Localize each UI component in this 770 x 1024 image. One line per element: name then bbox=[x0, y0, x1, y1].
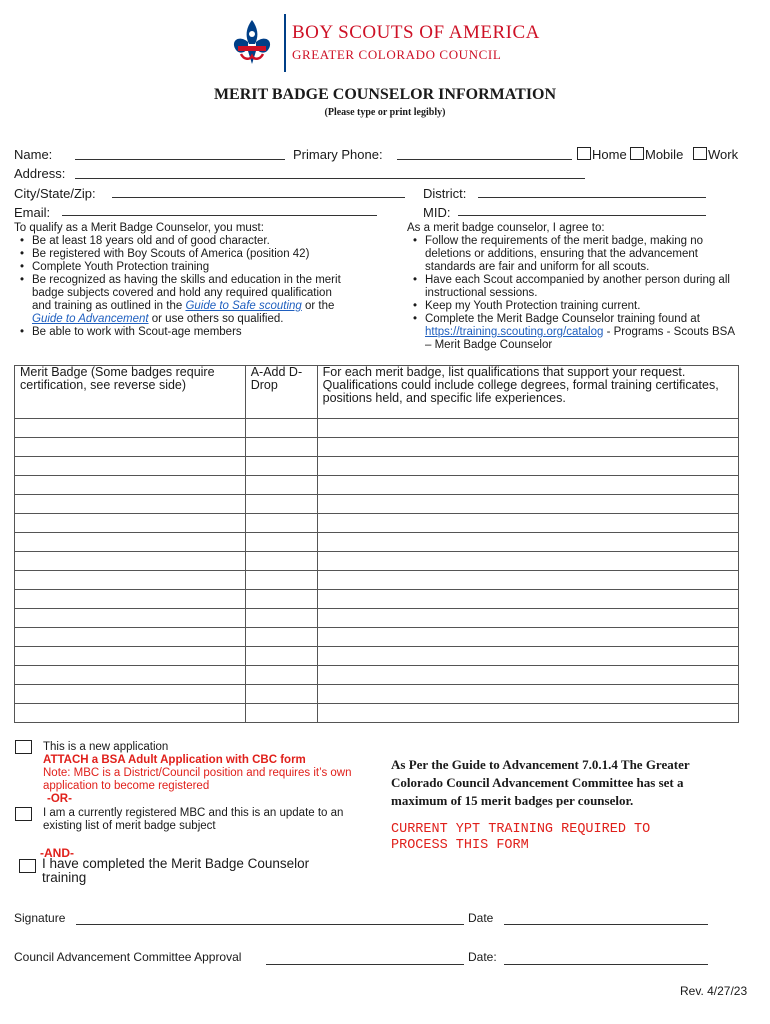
qualifications-cell[interactable] bbox=[317, 590, 738, 609]
qualify-intro: To qualify as a Merit Badge Counselor, you must: bbox=[14, 222, 264, 234]
update-application-checkbox[interactable] bbox=[15, 807, 32, 821]
table-row[interactable] bbox=[15, 533, 739, 552]
table-row[interactable] bbox=[15, 438, 739, 457]
max-badges-notice: As Per the Guide to Advancement 7.0.1.4 The Greater Colorado Council Advancement Committee has set a maximum of 15 merit badges per counselor. bbox=[391, 757, 690, 808]
merit-badge-cell[interactable] bbox=[15, 685, 246, 704]
table-row[interactable] bbox=[15, 666, 739, 685]
qualifications-cell[interactable] bbox=[317, 495, 738, 514]
phone-home-checkbox[interactable] bbox=[577, 147, 591, 160]
agree-list bbox=[407, 235, 742, 352]
new-application-label: This is a new application bbox=[43, 741, 169, 753]
add-drop-cell[interactable] bbox=[245, 704, 317, 723]
email-field[interactable] bbox=[62, 215, 377, 216]
merit-badge-cell[interactable] bbox=[15, 704, 246, 723]
qualifications-cell[interactable] bbox=[317, 419, 738, 438]
table-row[interactable] bbox=[15, 571, 739, 590]
table-row[interactable] bbox=[15, 514, 739, 533]
name-label: Name: bbox=[14, 147, 53, 162]
ypt-required-notice: CURRENT YPT TRAINING REQUIRED TO PROCESS THIS FORM bbox=[391, 822, 651, 853]
table-row[interactable] bbox=[15, 495, 739, 514]
table-row[interactable] bbox=[15, 647, 739, 666]
qualifications-cell[interactable] bbox=[317, 438, 738, 457]
table-row[interactable] bbox=[15, 457, 739, 476]
add-drop-cell[interactable] bbox=[245, 628, 317, 647]
qualifications-cell[interactable] bbox=[317, 666, 738, 685]
add-drop-cell[interactable] bbox=[245, 609, 317, 628]
qualifications-cell[interactable] bbox=[317, 533, 738, 552]
qualify-item4-text: Be recognized as having the skills and education in the merit badge subjects covered and hold any required qualification and training as outlined in the bbox=[32, 274, 341, 312]
add-drop-cell[interactable] bbox=[245, 457, 317, 476]
table-row[interactable] bbox=[15, 552, 739, 571]
add-drop-cell[interactable] bbox=[245, 476, 317, 495]
city-label: City/State/Zip: bbox=[14, 186, 96, 201]
add-drop-cell[interactable] bbox=[245, 590, 317, 609]
name-field[interactable] bbox=[75, 159, 285, 160]
list-item: • Have each Scout accompanied by another person during all instructional sessions. bbox=[425, 274, 742, 300]
list-item bbox=[32, 274, 354, 326]
merit-badge-cell[interactable] bbox=[15, 590, 246, 609]
update-application-label: I am a currently registered MBC and this is an update to an existing list of merit badge subject bbox=[43, 807, 344, 832]
qualifications-cell[interactable] bbox=[317, 457, 738, 476]
email-label: Email: bbox=[14, 205, 51, 220]
training-completed-checkbox[interactable] bbox=[19, 859, 36, 873]
qualifications-cell[interactable] bbox=[317, 609, 738, 628]
approval-label: Council Advancement Committee Approval bbox=[14, 950, 242, 964]
logo-divider bbox=[284, 14, 286, 72]
add-drop-cell[interactable] bbox=[245, 419, 317, 438]
add-drop-cell[interactable] bbox=[245, 647, 317, 666]
page-title: MERIT BADGE COUNSELOR INFORMATION bbox=[213, 86, 557, 103]
add-drop-cell[interactable] bbox=[245, 533, 317, 552]
phone-work-label: Work bbox=[708, 147, 739, 162]
date2-label: Date: bbox=[468, 950, 497, 964]
merit-badge-cell[interactable] bbox=[15, 457, 246, 476]
table-row[interactable] bbox=[15, 476, 739, 495]
qualifications-cell[interactable] bbox=[317, 476, 738, 495]
qualify-item4-end: or use others so qualified. bbox=[151, 313, 284, 325]
qualify-item4-or: or the bbox=[305, 300, 335, 312]
signature-field[interactable] bbox=[76, 924, 464, 925]
mbc-note: Note: MBC is a District/Council position and requires it’s own application to become registered bbox=[43, 767, 352, 792]
add-drop-cell[interactable] bbox=[245, 666, 317, 685]
primary-phone-field[interactable] bbox=[397, 159, 572, 160]
agree-section bbox=[407, 222, 742, 352]
new-application-checkbox[interactable] bbox=[15, 740, 32, 754]
add-drop-cell[interactable] bbox=[245, 438, 317, 457]
table-header-row bbox=[15, 366, 739, 419]
district-field[interactable] bbox=[478, 197, 706, 198]
qualifications-cell[interactable] bbox=[317, 647, 738, 666]
merit-badge-cell[interactable] bbox=[15, 533, 246, 552]
merit-badge-table bbox=[14, 365, 739, 723]
address-field[interactable] bbox=[75, 178, 585, 179]
mid-field[interactable] bbox=[458, 215, 706, 216]
council-name: GREATER COLORADO COUNCIL bbox=[292, 47, 502, 62]
merit-badge-cell[interactable] bbox=[15, 495, 246, 514]
and-divider: -AND- bbox=[40, 846, 74, 860]
revision-label: Rev. 4/27/23 bbox=[680, 984, 748, 998]
qualifications-cell[interactable] bbox=[317, 704, 738, 723]
list-item: • Be able to work with Scout-age members bbox=[32, 326, 354, 339]
phone-work-checkbox[interactable] bbox=[693, 147, 707, 160]
table-row[interactable] bbox=[15, 704, 739, 723]
table-row[interactable] bbox=[15, 609, 739, 628]
primary-phone-label: Primary Phone: bbox=[293, 147, 383, 162]
table-row[interactable] bbox=[15, 685, 739, 704]
district-label: District: bbox=[423, 186, 467, 201]
col-qualifications-header: For each merit badge, list qualifications that support your request. Qualifications could include college degrees, formal training certificates, positions held, and specific life experiences. bbox=[317, 366, 738, 419]
org-name: BOY SCOUTS OF AMERICA bbox=[292, 22, 540, 43]
qualifications-cell[interactable] bbox=[317, 685, 738, 704]
date2-field[interactable] bbox=[504, 964, 708, 965]
col-merit-badge-header: Merit Badge (Some badges require certification, see reverse side) bbox=[15, 366, 246, 419]
table-row[interactable] bbox=[15, 628, 739, 647]
merit-badge-cell[interactable] bbox=[15, 419, 246, 438]
guide-advancement-link[interactable]: Guide to Advancement bbox=[32, 313, 149, 325]
guide-safe-scouting-link[interactable]: Guide to Safe scouting bbox=[185, 300, 302, 312]
merit-badge-cell[interactable] bbox=[15, 628, 246, 647]
approval-field[interactable] bbox=[266, 964, 464, 965]
date-field[interactable] bbox=[504, 924, 708, 925]
bsa-logo bbox=[228, 18, 276, 66]
fleur-de-lis-icon bbox=[228, 18, 276, 66]
merit-badge-cell[interactable] bbox=[15, 476, 246, 495]
phone-home-label: Home bbox=[592, 147, 627, 162]
training-completed-label: I have completed the Merit Badge Counselor training bbox=[42, 856, 310, 885]
address-label: Address: bbox=[14, 166, 66, 181]
phone-mobile-checkbox[interactable] bbox=[630, 147, 644, 160]
add-drop-cell[interactable] bbox=[245, 552, 317, 571]
list-item bbox=[425, 313, 742, 352]
page-subtitle: (Please type or print legibly) bbox=[324, 107, 446, 118]
phone-mobile-label: Mobile bbox=[645, 147, 684, 162]
date-label: Date bbox=[468, 911, 494, 925]
list-item: • Be registered with Boy Scouts of America (position 42) bbox=[32, 248, 354, 261]
attach-notice: ATTACH a BSA Adult Application with CBC form bbox=[43, 754, 306, 766]
merit-badge-cell[interactable] bbox=[15, 552, 246, 571]
agree-item4-text: Complete the Merit Badge Counselor training found at bbox=[425, 313, 700, 325]
merit-badge-cell[interactable] bbox=[15, 438, 246, 457]
qualifications-cell[interactable] bbox=[317, 552, 738, 571]
or-divider: -OR- bbox=[47, 793, 72, 805]
qualify-section bbox=[14, 222, 354, 339]
add-drop-cell[interactable] bbox=[245, 685, 317, 704]
merit-badge-cell[interactable] bbox=[15, 571, 246, 590]
merit-badge-cell[interactable] bbox=[15, 666, 246, 685]
merit-badge-cell[interactable] bbox=[15, 647, 246, 666]
list-item: • Complete Youth Protection training bbox=[32, 261, 354, 274]
list-item: • Follow the requirements of the merit badge, making no deletions or additions, ensuring that the advancement standards are fair and uniform for all scouts. bbox=[425, 235, 742, 274]
add-drop-cell[interactable] bbox=[245, 495, 317, 514]
merit-badge-cell[interactable] bbox=[15, 609, 246, 628]
table-row[interactable] bbox=[15, 419, 739, 438]
list-item: • Keep my Youth Protection training current. bbox=[425, 300, 742, 313]
city-field[interactable] bbox=[112, 197, 405, 198]
training-catalog-link[interactable]: https://training.scouting.org/catalog bbox=[425, 326, 604, 338]
mid-label: MID: bbox=[423, 205, 451, 220]
add-drop-cell[interactable] bbox=[245, 571, 317, 590]
table-row[interactable] bbox=[15, 590, 739, 609]
qualifications-cell[interactable] bbox=[317, 628, 738, 647]
qualify-list bbox=[14, 235, 354, 339]
signature-label: Signature bbox=[14, 911, 66, 925]
qualifications-cell[interactable] bbox=[317, 514, 738, 533]
agree-intro: As a merit badge counselor, I agree to: bbox=[407, 222, 605, 234]
list-item: • Be at least 18 years old and of good character. bbox=[32, 235, 354, 248]
agree-item4-end: - Programs - Scouts BSA – Merit Badge Counselor bbox=[425, 326, 735, 351]
new-application-block bbox=[43, 741, 368, 806]
qualifications-cell[interactable] bbox=[317, 571, 738, 590]
merit-badge-cell[interactable] bbox=[15, 514, 246, 533]
add-drop-cell[interactable] bbox=[245, 514, 317, 533]
col-add-drop-header: A-Add D-Drop bbox=[245, 366, 317, 419]
